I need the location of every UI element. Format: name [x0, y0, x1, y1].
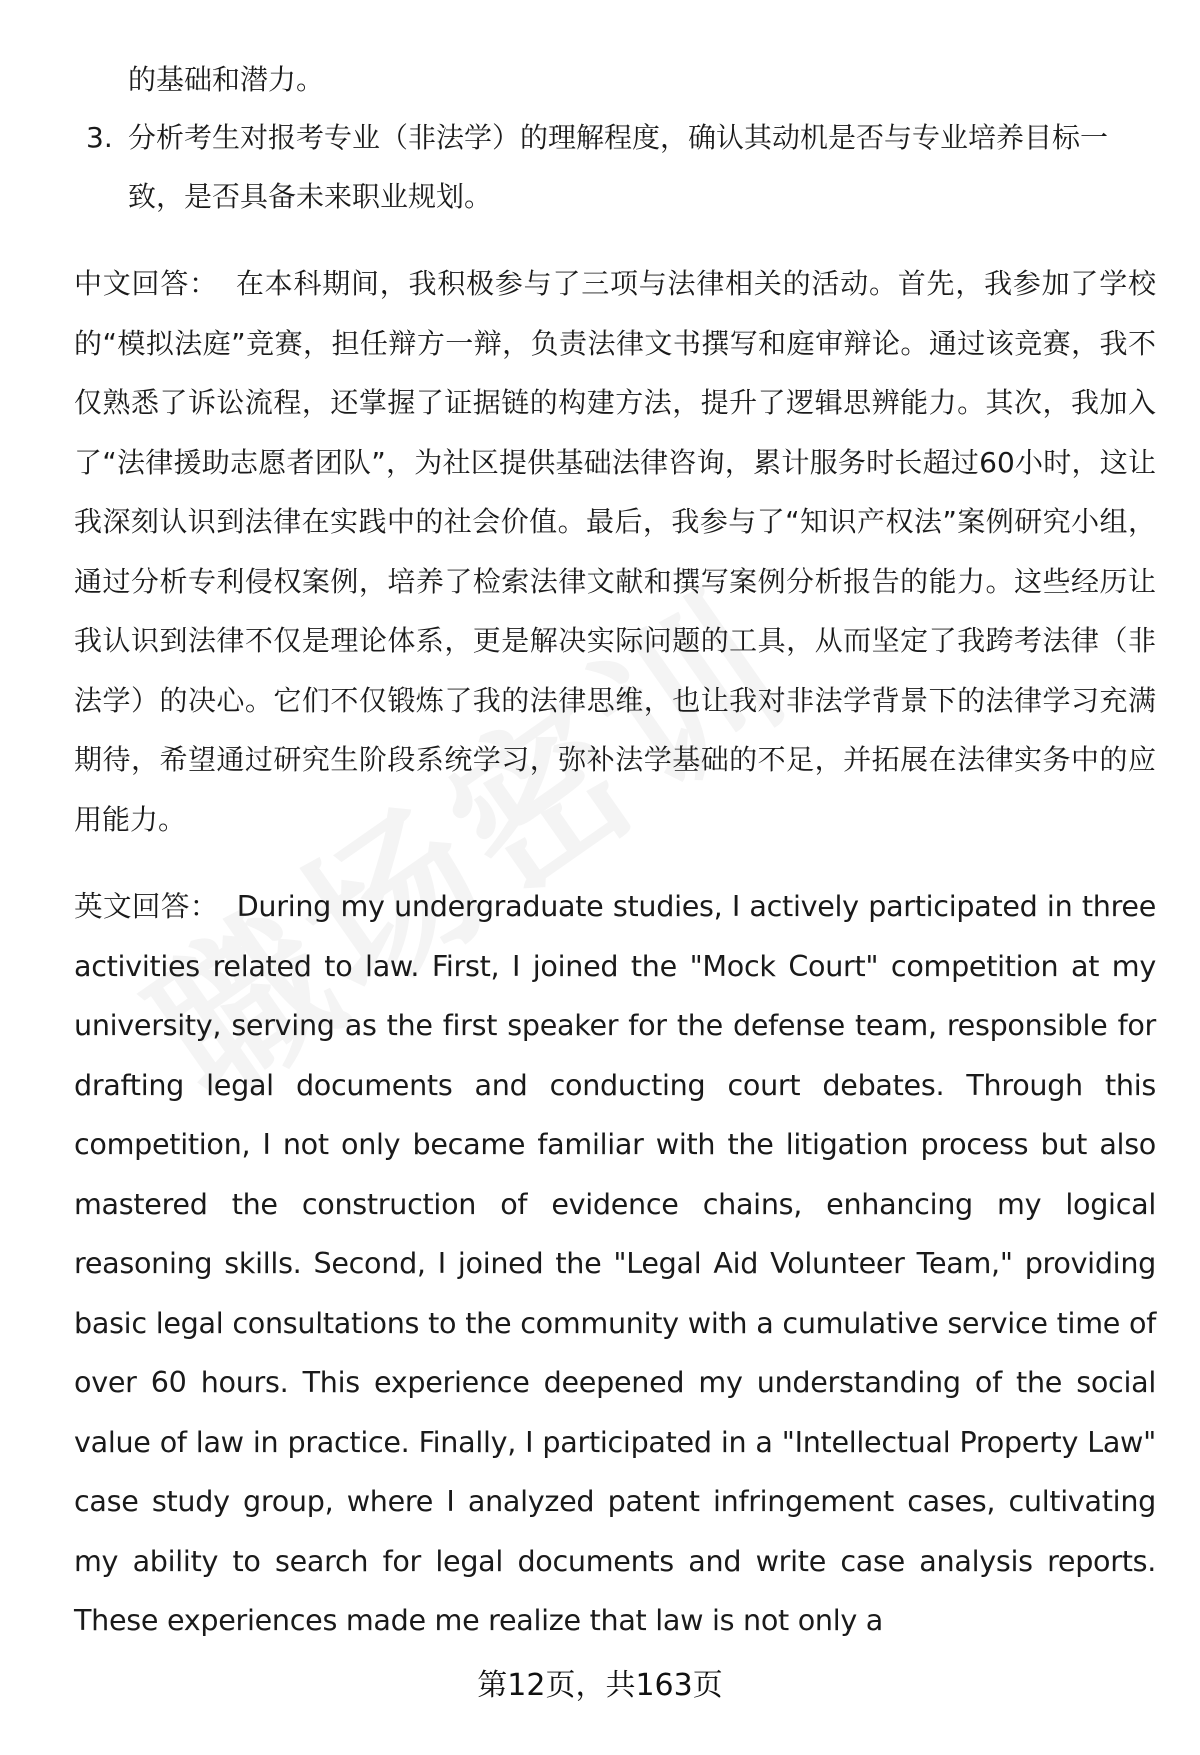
- page-content: [74, 52, 1156, 1651]
- page-footer: [0, 1664, 1200, 1708]
- list-item-3: [74, 108, 1156, 226]
- chinese-answer-text: 在本科期间，我积极参与了三项与法律相关的活动。首先，我参加了学校的“模拟法庭”竞赛，担任辩方一辩，负责法律文书撰写和庭审辩论。通过该竞赛，我不仅熟悉了诉讼流程，还掌握了证据链的构建方法，提升了逻辑思辨能力。其次，我加入了“法律援助志愿者团队”，为社区提供基础法律咨询，累计服务时长超过60小时，这让我深刻认识到法律在实践中的社会价值。最后，我参与了“知识产权法”案例研究小组，通过分析专利侵权案例，培养了检索法律文献和撰写案例分析报告的能力。这些经历让我认识到法律不仅是理论体系，更是解决实际问题的工具，从而坚定了我跨考法律（非法学）的决心。它们不仅锻炼了我的法律思维，也让我对非法学背景下的法律学习充满期待，希望通过研究生阶段系统学习，弥补法学基础的不足，并拓展在法律实务中的应用能力。: [74, 267, 1156, 836]
- english-answer-text: During my undergraduate studies, I actively participated in three activities related to law. First, I joined the "Mock Court" competition at my university, serving as the first speaker for the defense team, responsible for drafting legal documents and conducting court debates. Through this competition, I not only became familiar with the litigation process but also mastered the construction of evidence chains, enhancing my logical reasoning skills. Second, I joined the "Legal Aid Volunteer Team," providing basic legal consultations to the community with a cumulative service time of over 60 hours. This experience deepened my understanding of the social value of law in practice. Finally, I participated in a "Intellectual Property Law" case study group, where I analyzed patent infringement cases, cultivating my ability to search for legal documents and write case analysis reports. These experiences made me realize that law is not only a: [74, 889, 1156, 1637]
- chinese-answer-paragraph: [74, 254, 1156, 849]
- page-number-label: 第12页，共163页: [477, 1668, 723, 1703]
- english-answer-label: 英文回答：: [74, 889, 219, 923]
- chinese-answer-label: 中文回答：: [74, 267, 218, 300]
- english-answer-paragraph: [74, 877, 1156, 1651]
- list-item-number: 3.: [86, 121, 113, 154]
- list-item-text: 分析考生对报考专业（非法学）的理解程度，确认其动机是否与专业培养目标一致，是否具备未来职业规划。: [128, 121, 1109, 213]
- continuation-line: 的基础和潜力。: [128, 63, 325, 96]
